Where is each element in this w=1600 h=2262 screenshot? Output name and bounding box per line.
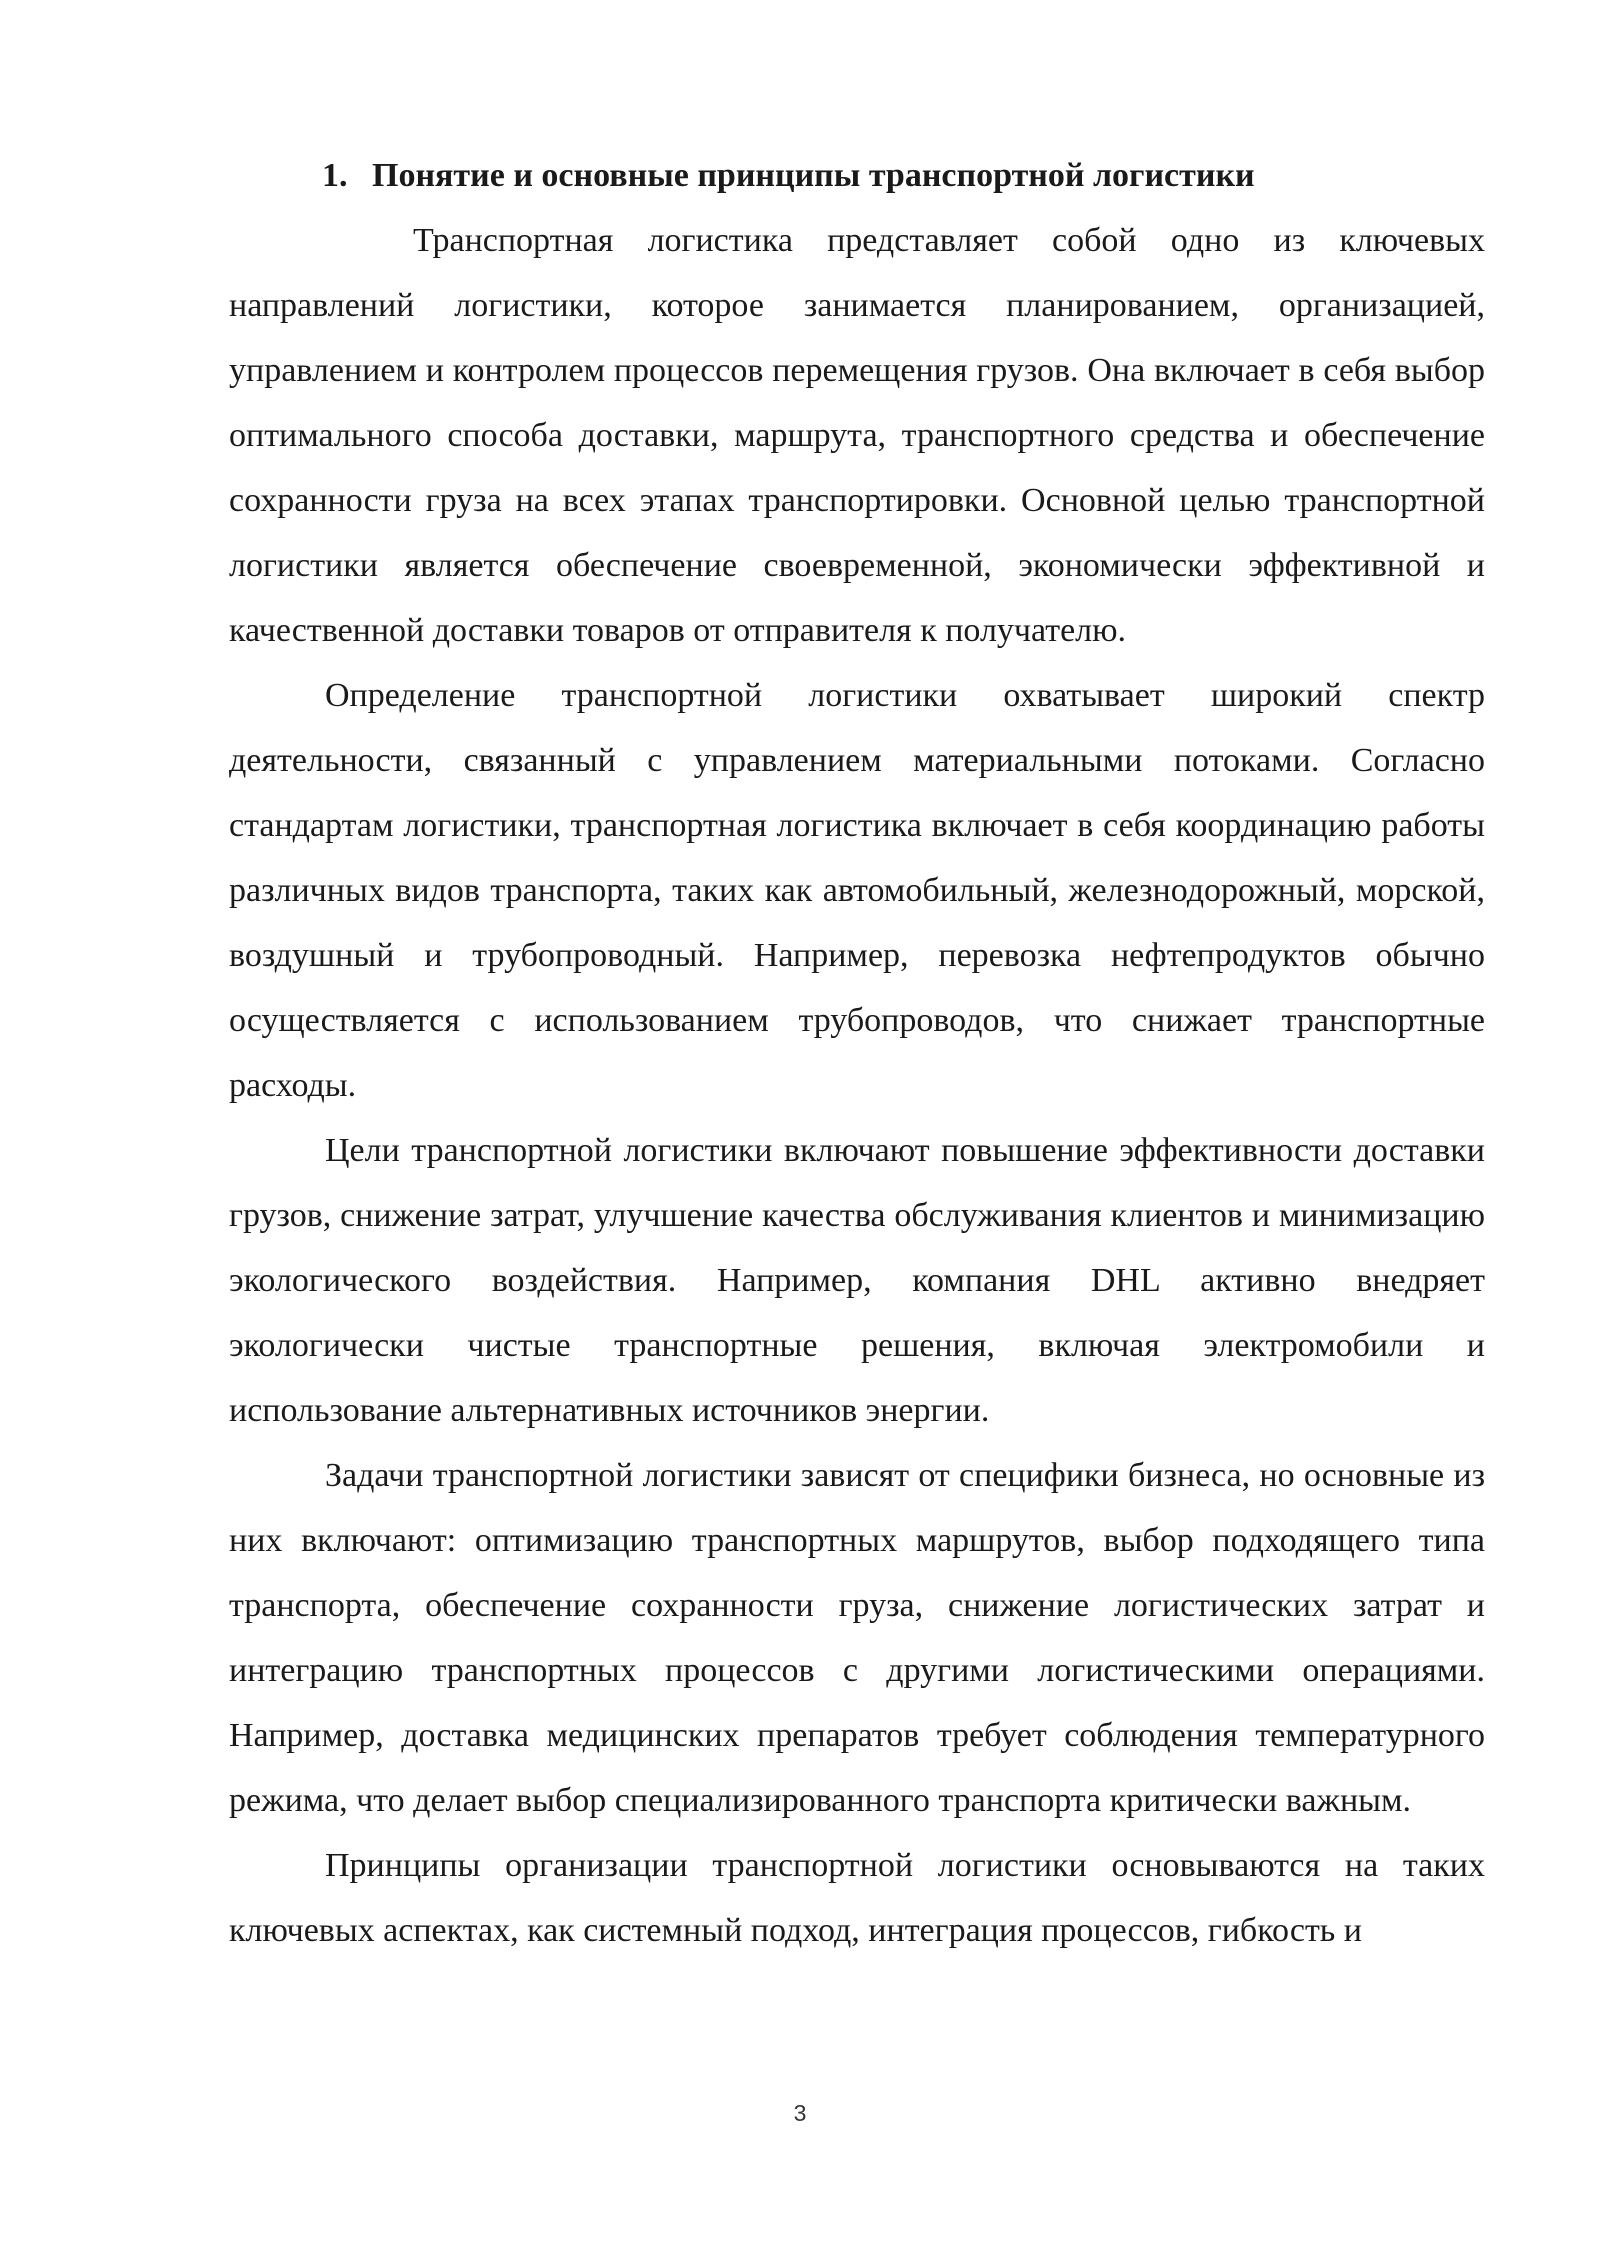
page-content: [229, 148, 1485, 1963]
paragraph-goals: Цели транспортной логистики включают повышение эффективности доставки грузов, снижение затрат, улучшение качества обслуживания клиентов и минимизацию экологического воздействия. Например, компания DHL активно внедряет экологически чистые транспортные решения, включая электромобили и использование альтернативных источников энергии.: [229, 1132, 1485, 1429]
section-number: 1.: [322, 157, 348, 194]
paragraph-definition-scope: Определение транспортной логистики охватывает широкий спектр деятельности, связанный с управлением материальными потоками. Согласно стандартам логистики, транспортная логистика включает в себя координацию работы различных видов транспорта, таких как автомобильный, железнодорожный, морской, воздушный и трубопроводный. Например, перевозка нефтепродуктов обычно осуществляется с использованием трубопроводов, что снижает транспортные расходы.: [229, 677, 1485, 1104]
paragraph-definition-intro: Транспортная логистика представляет собой одно из ключевых направлений логистики, которое занимается планированием, организацией, управлением и контролем процессов перемещения грузов. Она включает в себя выбор оптимального способа доставки, маршрута, транспортного средства и обеспечение сохранности груза на всех этапах транспортировки. Основной целью транспортной логистики является обеспечение своевременной, экономически эффективной и качественной доставки товаров от отправителя к получателю.: [229, 222, 1485, 649]
section-heading: [229, 148, 1485, 204]
page-number: 3: [793, 2100, 807, 2126]
paragraph-principles: Принципы организации транспортной логистики основываются на таких ключевых аспектах, как системный подход, интеграция процессов, гибкость и: [229, 1847, 1485, 1949]
paragraph-tasks: Задачи транспортной логистики зависят от специфики бизнеса, но основные из них включают: оптимизацию транспортных маршрутов, выбор подходящего типа транспорта, обеспечение сохранности груза, снижение логистических затрат и интеграцию транспортных процессов с другими логистическими операциями. Например, доставка медицинских препаратов требует соблюдения температурного режима, что делает выбор специализированного транспорта критически важным.: [229, 1457, 1485, 1819]
section-title: Понятие и основные принципы транспортной логистики: [372, 157, 1255, 194]
